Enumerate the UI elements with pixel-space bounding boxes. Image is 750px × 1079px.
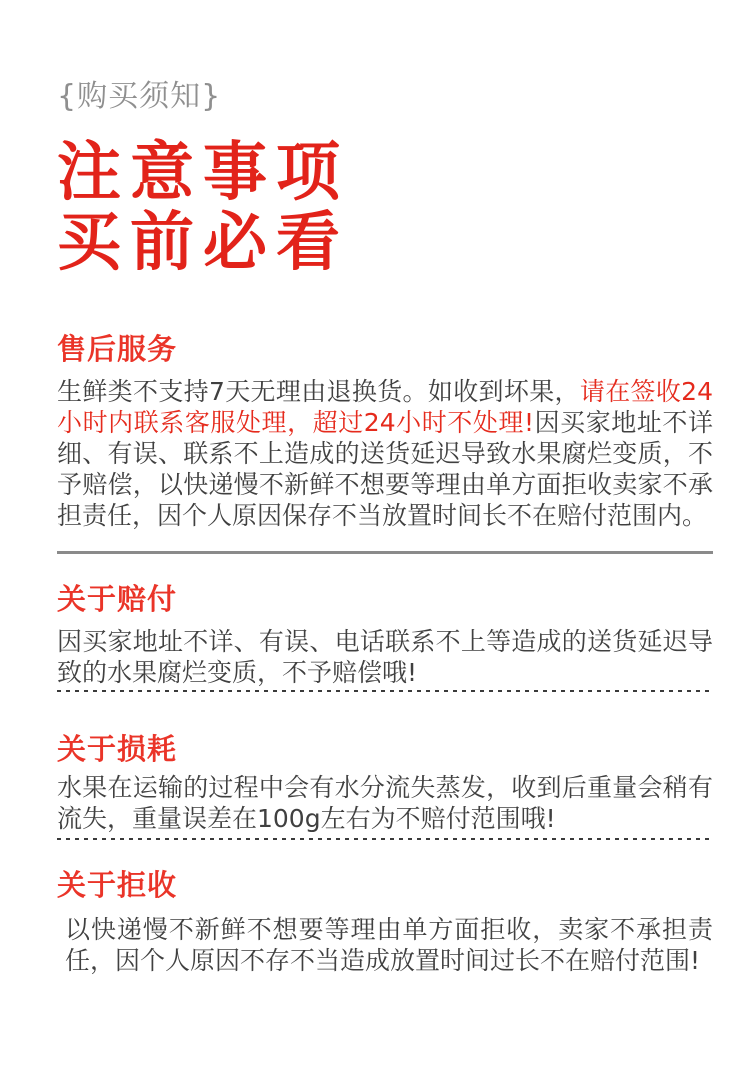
divider-dashed [57, 838, 713, 840]
section-rejection [57, 866, 713, 976]
body-segment-dark: 因买家地址不详细、有误、联系不上造成的送货延迟导致水果腐烂变质，不予赔偿，以快递慢不新鲜不想要等理由单方面拒收卖家不承担责任，因个人原因保存不当放置时间长不在赔付范围内。 [57, 408, 713, 530]
title-line-2: 买前必看 [57, 206, 349, 280]
purchase-notice-tag: {购买须知} [57, 79, 222, 114]
section-heading-loss: 关于损耗 [57, 732, 178, 766]
body-segment-dark: 生鲜类不支持7天无理由退换货。如收到坏果， [57, 377, 580, 406]
section-after-sales [57, 330, 713, 531]
section-body-loss [57, 772, 713, 834]
body-segment-red: 请在签收24小时内联系客服处理，超过24小时不处理! [57, 377, 713, 437]
section-heading-rejection: 关于拒收 [57, 868, 178, 902]
section-loss [57, 730, 713, 834]
body-segment-dark: 以快递慢不新鲜不想要等理由单方面拒收，卖家不承担责任，因个人原因不存不当造成放置时间过长不在赔付范围! [65, 915, 713, 975]
section-body-compensation [57, 626, 713, 688]
title-line-1: 注意事项 [57, 136, 349, 210]
body-segment-dark: 因买家地址不详、有误、电话联系不上等造成的送货延迟导致的水果腐烂变质，不予赔偿哦! [57, 627, 713, 687]
section-body-rejection [57, 914, 713, 976]
divider-dashed [57, 690, 713, 692]
section-heading-after-sales: 售后服务 [57, 332, 178, 366]
page-title [57, 138, 713, 278]
divider-solid [57, 551, 713, 554]
section-body-after-sales [57, 376, 713, 531]
body-segment-dark: 水果在运输的过程中会有水分流失蒸发，收到后重量会稍有流失，重量误差在100g左右为不赔付范围哦! [57, 773, 713, 833]
section-compensation [57, 580, 713, 688]
section-heading-compensation: 关于赔付 [57, 582, 178, 616]
notice-sections [57, 330, 713, 976]
